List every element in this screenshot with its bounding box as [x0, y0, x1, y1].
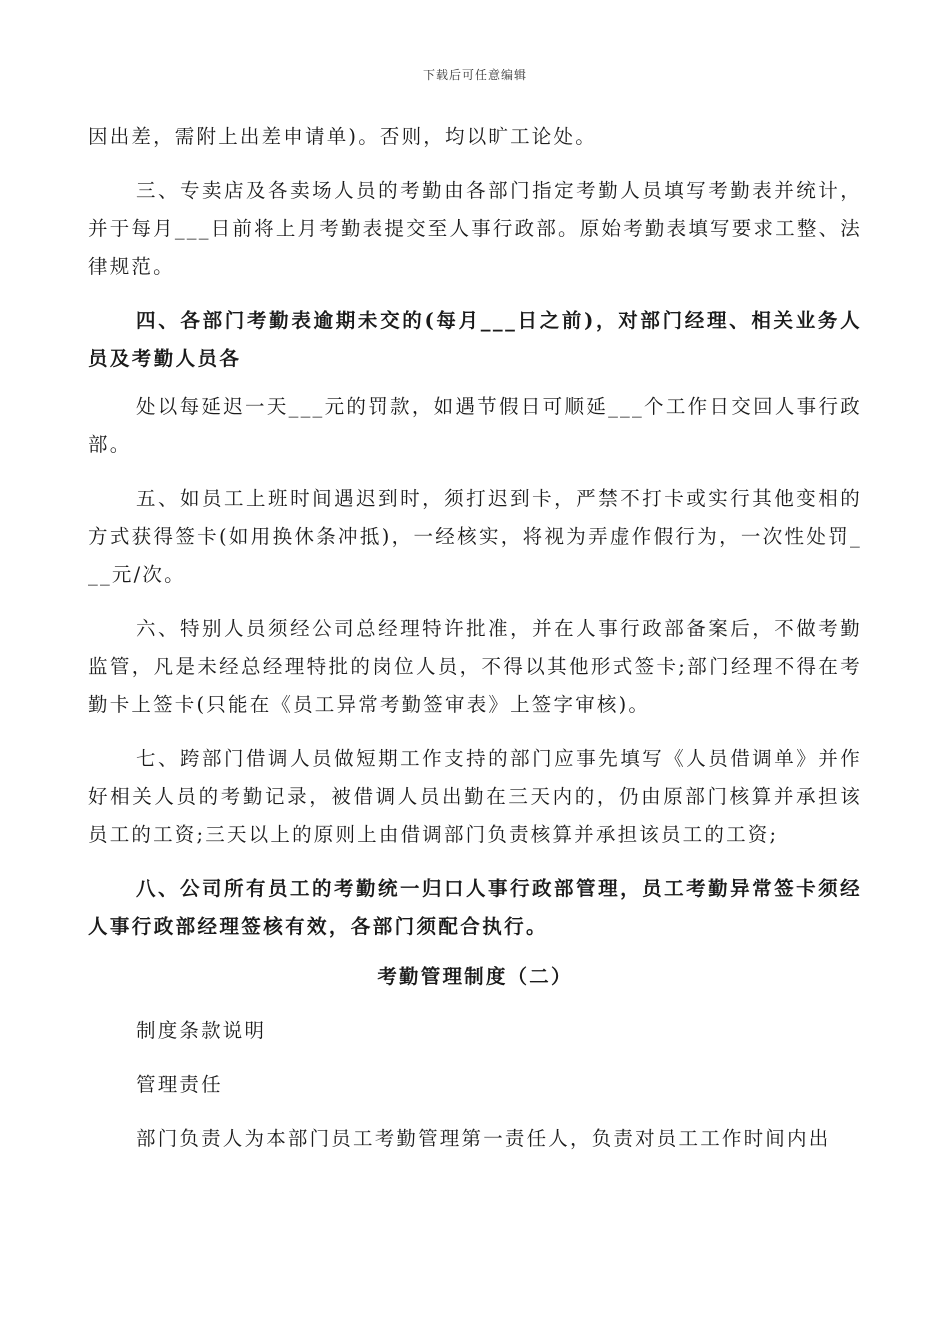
paragraph-clause-7: 七、跨部门借调人员做短期工作支持的部门应事先填写《人员借调单》并作好相关人员的考勤记录，被借调人员出勤在三天内的，仍由原部门核算并承担该员工的工资;三天以上的原则上由借调部门负责核算并承担该员工的工资; [88, 747, 862, 846]
subheading-management-responsibility: 管理责任 [136, 1073, 223, 1096]
section-title: 考勤管理制度（二） [377, 965, 573, 988]
page-header: 下载后可任意编辑 [422, 68, 527, 82]
paragraph-clause-4: 四、各部门考勤表逾期未交的(每月___日之前)，对部门经理、相关业务人员及考勤人员各 [88, 309, 862, 370]
paragraph-clause-4-penalty: 处以每延迟一天___元的罚款，如遇节假日可顺延___个工作日交回人事行政部。 [88, 395, 862, 456]
paragraph-clause-8: 八、公司所有员工的考勤统一归口人事行政部管理，员工考勤异常签卡须经人事行政部经理签核有效，各部门须配合执行。 [88, 877, 862, 938]
subheading-clause-description: 制度条款说明 [136, 1019, 267, 1042]
document-body [88, 118, 862, 1168]
paragraph-responsibility: 部门负责人为本部门员工考勤管理第一责任人，负责对员工工作时间内出 [136, 1127, 831, 1150]
paragraph-clause-5: 五、如员工上班时间遇迟到时，须打迟到卡，严禁不打卡或实行其他变相的方式获得签卡(如用换休条冲抵)，一经核实，将视为弄虚作假行为，一次性处罚___元/次。 [88, 487, 862, 586]
paragraph-clause-3: 三、专卖店及各卖场人员的考勤由各部门指定考勤人员填写考勤表并统计，并于每月___日前将上月考勤表提交至人事行政部。原始考勤表填写要求工整、法律规范。 [88, 179, 862, 278]
paragraph-continuation: 因出差，需附上出差申请单)。否则，均以旷工论处。 [88, 125, 597, 148]
paragraph-clause-6: 六、特别人员须经公司总经理特许批准，并在人事行政部备案后，不做考勤监管，凡是未经总经理特批的岗位人员，不得以其他形式签卡;部门经理不得在考勤卡上签卡(只能在《员工异常考勤签审表》上签字审核)。 [88, 617, 862, 716]
